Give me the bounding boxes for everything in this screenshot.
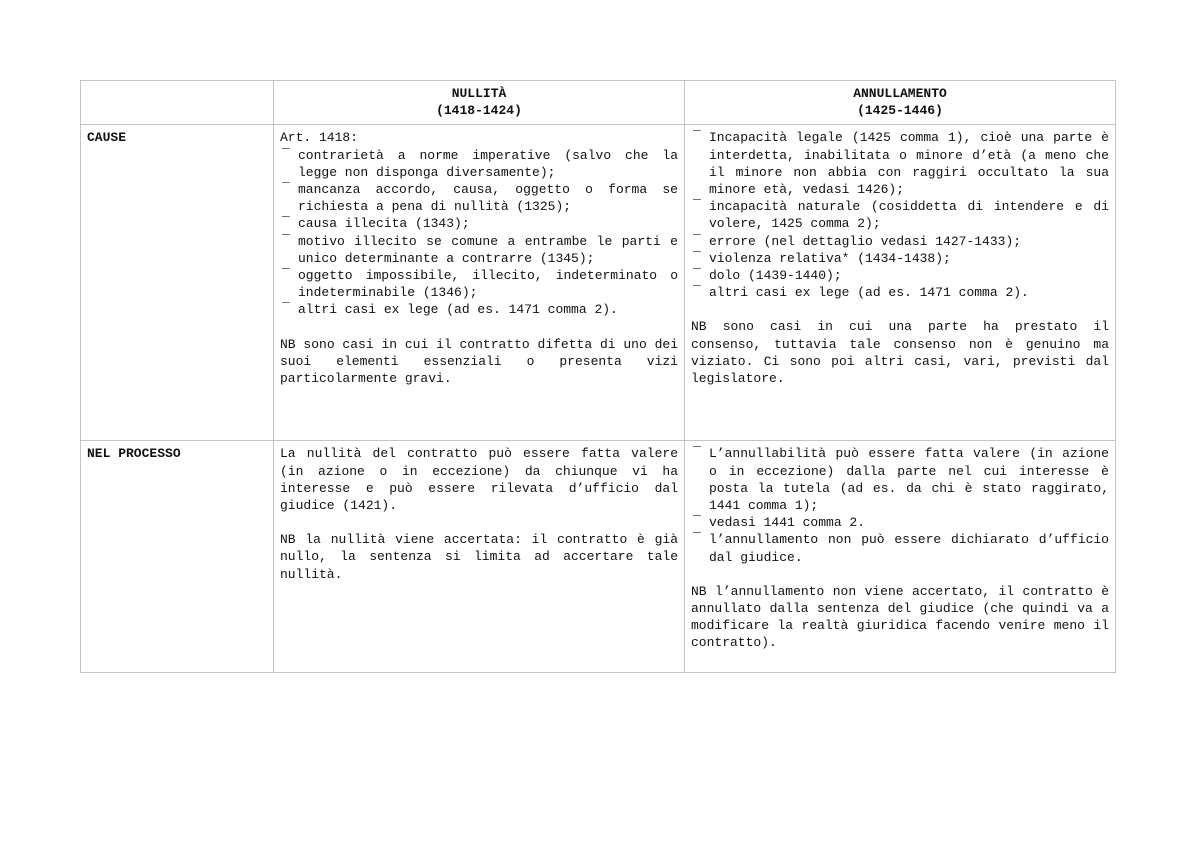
cause-nullita-intro: Art. 1418: (280, 130, 359, 146)
header-nullita-range: (1418-1424) (436, 103, 522, 119)
header-empty-cell (81, 81, 274, 125)
header-row (81, 81, 1116, 125)
list-item: ‾ vedasi 1441 comma 2. (691, 514, 1109, 531)
list-item: ‾ oggetto impossibile, illecito, indeterminato o indeterminabile (1346); (280, 267, 678, 301)
cause-nullita-note: NB sono casi in cui il contratto difetta di uno dei suoi elementi essenziali o presenta vizi particolarmente gravi. (280, 336, 678, 387)
processo-nullita-note: NB la nullità viene accertata: il contratto è già nullo, la sentenza si limita ad accertare tale nullità. (280, 532, 678, 582)
cause-nullita-cell (274, 125, 685, 441)
processo-annullamento-cell (685, 441, 1116, 673)
list-item: ‾ altri casi ex lege (ad es. 1471 comma 2). (691, 284, 1109, 301)
list-item: ‾ causa illecita (1343); (280, 215, 678, 232)
processo-nullita-cell (274, 441, 685, 673)
table-row-processo (81, 441, 1116, 673)
header-nullita-title: NULLITÀ (451, 86, 507, 101)
list-item: ‾ contrarietà a norme imperative (salvo che la legge non disponga diversamente); (280, 147, 678, 181)
list-item: ‾ mancanza accordo, causa, oggetto o forma se richiesta a pena di nullità (1325); (280, 181, 678, 215)
row-label-cause: CAUSE (81, 125, 274, 441)
list-item: ‾ l’annullamento non può essere dichiarato d’ufficio dal giudice. (691, 531, 1109, 565)
table-row-cause (81, 125, 1116, 441)
processo-annullamento-list (691, 445, 1109, 565)
processo-annullamento-note: NB l’annullamento non viene accertato, il contratto è annullato dalla sentenza del giudice (che quindi va a modificare la realtà giuridica facendo venire meno il contratto). (691, 583, 1109, 651)
list-item: ‾ violenza relativa* (1434-1438); (691, 250, 1109, 267)
cause-annullamento-note: NB sono casi in cui una parte ha prestato il consenso, tuttavia tale consenso non è genuino ma viziato. Ci sono poi altri casi, vari, previsti dal legislatore. (691, 319, 1109, 387)
header-annullamento-title: ANNULLAMENTO (853, 86, 947, 101)
list-item: ‾ errore (nel dettaglio vedasi 1427-1433); (691, 233, 1109, 250)
header-annullamento (685, 81, 1116, 125)
processo-nullita-text: La nullità del contratto può essere fatta valere (in azione o in eccezione) da chiunque vi ha interesse e può essere rilevata d’ufficio dal giudice (1421). (280, 446, 678, 514)
cause-annullamento-cell (685, 125, 1116, 441)
list-item: ‾ altri casi ex lege (ad es. 1471 comma 2). (280, 301, 678, 318)
comparison-table (80, 80, 1116, 673)
cause-annullamento-list (691, 129, 1109, 301)
cause-nullita-list (280, 147, 678, 319)
list-item: ‾ motivo illecito se comune a entrambe le parti e unico determinante a contrarre (1345); (280, 233, 678, 267)
row-label-processo: NEL PROCESSO (81, 441, 274, 673)
header-nullita (274, 81, 685, 125)
header-annullamento-range: (1425-1446) (857, 103, 943, 119)
list-item: ‾ incapacità naturale (cosiddetta di intendere e di volere, 1425 comma 2); (691, 198, 1109, 232)
list-item: ‾ L’annullabilità può essere fatta valere (in azione o in eccezione) dalla parte nel cui interesse è posta la tutela (ad es. da chi è stato raggirato, 1441 comma 1); (691, 445, 1109, 514)
list-item: ‾ Incapacità legale (1425 comma 1), cioè una parte è interdetta, inabilitata o minore d’età (a meno che il minore non abbia con raggiri occultato la sua minore età, vedasi 1426); (691, 129, 1109, 198)
list-item: ‾ dolo (1439-1440); (691, 267, 1109, 284)
